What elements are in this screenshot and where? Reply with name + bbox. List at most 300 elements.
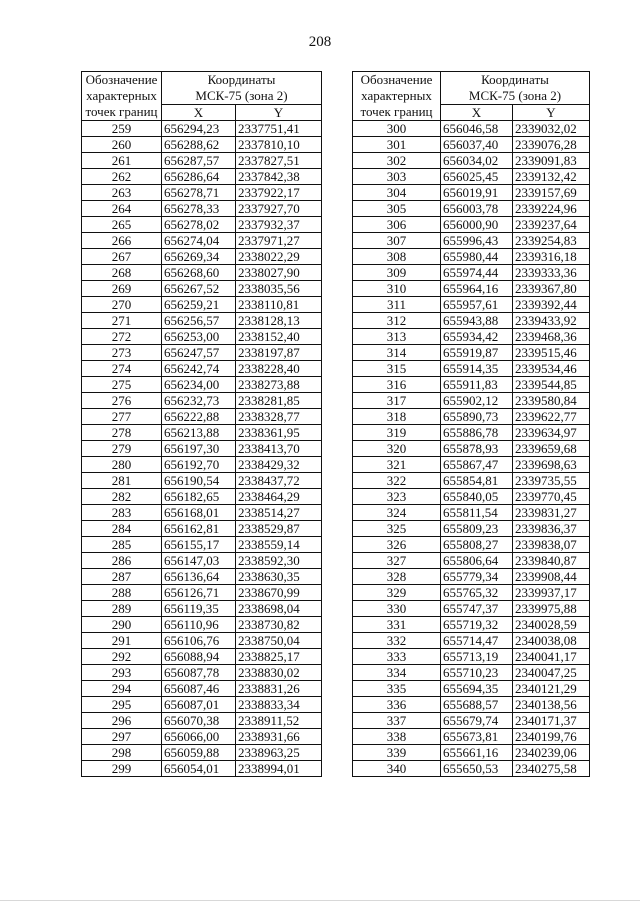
y-coordinate-cell: 2340121,29: [513, 681, 590, 697]
y-coordinate-cell: 2338559,14: [236, 537, 322, 553]
x-coordinate-cell: 655840,05: [441, 489, 513, 505]
table-row: [82, 713, 322, 729]
table-row: [82, 617, 322, 633]
point-number-cell: 338: [353, 729, 441, 745]
point-number-cell: 269: [82, 281, 162, 297]
y-coordinate-cell: 2337827,51: [236, 153, 322, 169]
table-row: [82, 185, 322, 201]
x-coordinate-cell: 655902,12: [441, 393, 513, 409]
table-row: [353, 281, 590, 297]
x-coordinate-cell: 656268,60: [162, 265, 236, 281]
table-row: [82, 761, 322, 777]
table-row: [353, 393, 590, 409]
table-row: [82, 313, 322, 329]
header-points-line-2: характерных: [361, 88, 432, 103]
point-number-cell: 304: [353, 185, 441, 201]
x-coordinate-cell: 656222,88: [162, 409, 236, 425]
x-coordinate-cell: 656046,58: [441, 121, 513, 137]
header-coords-line-1: Координаты: [481, 72, 549, 87]
x-coordinate-cell: 656054,01: [162, 761, 236, 777]
x-coordinate-cell: 656147,03: [162, 553, 236, 569]
y-coordinate-cell: 2339468,36: [513, 329, 590, 345]
x-coordinate-cell: 656126,71: [162, 585, 236, 601]
y-coordinate-cell: 2340138,56: [513, 697, 590, 713]
table-row: [353, 633, 590, 649]
point-number-cell: 334: [353, 665, 441, 681]
x-coordinate-cell: 656269,34: [162, 249, 236, 265]
table-row: [353, 761, 590, 777]
point-number-cell: 313: [353, 329, 441, 345]
point-number-cell: 277: [82, 409, 162, 425]
x-coordinate-cell: 655911,83: [441, 377, 513, 393]
x-coordinate-cell: 655679,74: [441, 713, 513, 729]
table-row: [353, 585, 590, 601]
point-number-cell: 267: [82, 249, 162, 265]
table-row: [353, 425, 590, 441]
x-coordinate-cell: 656278,02: [162, 217, 236, 233]
table-row: [82, 553, 322, 569]
y-coordinate-cell: 2338830,02: [236, 665, 322, 681]
y-coordinate-cell: 2338670,99: [236, 585, 322, 601]
table-row: [82, 345, 322, 361]
x-coordinate-cell: 655867,47: [441, 457, 513, 473]
point-number-cell: 293: [82, 665, 162, 681]
x-coordinate-cell: 655890,73: [441, 409, 513, 425]
y-coordinate-cell: 2338592,30: [236, 553, 322, 569]
header-x: X: [162, 105, 236, 121]
table-row: [82, 585, 322, 601]
x-coordinate-cell: 655747,37: [441, 601, 513, 617]
y-coordinate-cell: 2340171,37: [513, 713, 590, 729]
table-row: [82, 697, 322, 713]
point-number-cell: 325: [353, 521, 441, 537]
point-number-cell: 278: [82, 425, 162, 441]
y-coordinate-cell: 2338833,34: [236, 697, 322, 713]
table-row: [353, 233, 590, 249]
y-coordinate-cell: 2338413,70: [236, 441, 322, 457]
point-number-cell: 297: [82, 729, 162, 745]
header-points-line-3: точек границ: [85, 104, 158, 119]
table-row: [82, 665, 322, 681]
x-coordinate-cell: 656087,01: [162, 697, 236, 713]
y-coordinate-cell: 2339157,69: [513, 185, 590, 201]
header-y: Y: [513, 105, 590, 121]
x-coordinate-cell: 655974,44: [441, 265, 513, 281]
point-number-cell: 294: [82, 681, 162, 697]
x-coordinate-cell: 655713,19: [441, 649, 513, 665]
x-coordinate-cell: 656278,33: [162, 201, 236, 217]
y-coordinate-cell: 2337751,41: [236, 121, 322, 137]
y-coordinate-cell: 2338529,87: [236, 521, 322, 537]
x-coordinate-cell: 655765,32: [441, 585, 513, 601]
x-coordinate-cell: 655719,32: [441, 617, 513, 633]
table-row: [353, 185, 590, 201]
x-coordinate-cell: 655964,16: [441, 281, 513, 297]
x-coordinate-cell: 655806,64: [441, 553, 513, 569]
y-coordinate-cell: 2339840,87: [513, 553, 590, 569]
point-number-cell: 270: [82, 297, 162, 313]
x-coordinate-cell: 656259,21: [162, 297, 236, 313]
x-coordinate-cell: 656168,01: [162, 505, 236, 521]
header-boundary-points: [353, 72, 441, 121]
table-row: [82, 249, 322, 265]
table-row: [353, 457, 590, 473]
table-row: [353, 681, 590, 697]
x-coordinate-cell: 656003,78: [441, 201, 513, 217]
table-row: [82, 681, 322, 697]
header-y: Y: [236, 105, 322, 121]
table-row: [353, 297, 590, 313]
y-coordinate-cell: 2338994,01: [236, 761, 322, 777]
x-coordinate-cell: 656274,04: [162, 233, 236, 249]
point-number-cell: 260: [82, 137, 162, 153]
y-coordinate-cell: 2339937,17: [513, 585, 590, 601]
point-number-cell: 281: [82, 473, 162, 489]
x-coordinate-cell: 656155,17: [162, 537, 236, 553]
point-number-cell: 317: [353, 393, 441, 409]
y-coordinate-cell: 2339032,02: [513, 121, 590, 137]
point-number-cell: 321: [353, 457, 441, 473]
x-coordinate-cell: 656087,78: [162, 665, 236, 681]
y-coordinate-cell: 2338110,81: [236, 297, 322, 313]
table-row: [82, 265, 322, 281]
y-coordinate-cell: 2339838,07: [513, 537, 590, 553]
point-number-cell: 314: [353, 345, 441, 361]
point-number-cell: 261: [82, 153, 162, 169]
y-coordinate-cell: 2339333,36: [513, 265, 590, 281]
y-coordinate-cell: 2338630,35: [236, 569, 322, 585]
x-coordinate-cell: 656213,88: [162, 425, 236, 441]
x-coordinate-cell: 656037,40: [441, 137, 513, 153]
point-number-cell: 337: [353, 713, 441, 729]
x-coordinate-cell: 656287,57: [162, 153, 236, 169]
point-number-cell: 308: [353, 249, 441, 265]
table-row: [353, 713, 590, 729]
x-coordinate-cell: 655943,88: [441, 313, 513, 329]
point-number-cell: 332: [353, 633, 441, 649]
point-number-cell: 331: [353, 617, 441, 633]
x-coordinate-cell: 656059,88: [162, 745, 236, 761]
page-bottom-rule: [0, 900, 640, 901]
y-coordinate-cell: 2338437,72: [236, 473, 322, 489]
table-row: [82, 521, 322, 537]
table-row: [353, 489, 590, 505]
x-coordinate-cell: 655980,44: [441, 249, 513, 265]
point-number-cell: 336: [353, 697, 441, 713]
y-coordinate-cell: 2340038,08: [513, 633, 590, 649]
point-number-cell: 340: [353, 761, 441, 777]
y-coordinate-cell: 2339367,80: [513, 281, 590, 297]
y-coordinate-cell: 2339836,37: [513, 521, 590, 537]
y-coordinate-cell: 2339908,44: [513, 569, 590, 585]
table-row: [353, 473, 590, 489]
point-number-cell: 282: [82, 489, 162, 505]
point-number-cell: 280: [82, 457, 162, 473]
x-coordinate-cell: 655811,54: [441, 505, 513, 521]
table-row: [353, 505, 590, 521]
x-coordinate-cell: 655934,42: [441, 329, 513, 345]
point-number-cell: 265: [82, 217, 162, 233]
x-coordinate-cell: 656070,38: [162, 713, 236, 729]
table-row: [353, 617, 590, 633]
x-coordinate-cell: 656119,35: [162, 601, 236, 617]
y-coordinate-cell: 2338429,32: [236, 457, 322, 473]
point-number-cell: 301: [353, 137, 441, 153]
table-row: [353, 745, 590, 761]
x-coordinate-cell: 656088,94: [162, 649, 236, 665]
point-number-cell: 262: [82, 169, 162, 185]
point-number-cell: 316: [353, 377, 441, 393]
y-coordinate-cell: 2337971,27: [236, 233, 322, 249]
x-coordinate-cell: 655886,78: [441, 425, 513, 441]
point-number-cell: 285: [82, 537, 162, 553]
y-coordinate-cell: 2337842,38: [236, 169, 322, 185]
y-coordinate-cell: 2340041,17: [513, 649, 590, 665]
point-number-cell: 328: [353, 569, 441, 585]
x-coordinate-cell: 655809,23: [441, 521, 513, 537]
point-number-cell: 309: [353, 265, 441, 281]
x-coordinate-cell: 656286,64: [162, 169, 236, 185]
table-row: [353, 153, 590, 169]
point-number-cell: 322: [353, 473, 441, 489]
table-row: [82, 201, 322, 217]
point-number-cell: 273: [82, 345, 162, 361]
y-coordinate-cell: 2339770,45: [513, 489, 590, 505]
y-coordinate-cell: 2340239,06: [513, 745, 590, 761]
y-coordinate-cell: 2339254,83: [513, 233, 590, 249]
table-row: [82, 217, 322, 233]
table-row: [353, 553, 590, 569]
x-coordinate-cell: 656136,64: [162, 569, 236, 585]
y-coordinate-cell: 2339534,46: [513, 361, 590, 377]
y-coordinate-cell: 2339433,92: [513, 313, 590, 329]
x-coordinate-cell: 656019,91: [441, 185, 513, 201]
y-coordinate-cell: 2337927,70: [236, 201, 322, 217]
x-coordinate-cell: 656256,57: [162, 313, 236, 329]
header-x: X: [441, 105, 513, 121]
point-number-cell: 259: [82, 121, 162, 137]
table-row: [353, 729, 590, 745]
table-row: [82, 473, 322, 489]
y-coordinate-cell: 2339515,46: [513, 345, 590, 361]
point-number-cell: 305: [353, 201, 441, 217]
table-row: [353, 169, 590, 185]
table-row: [82, 457, 322, 473]
x-coordinate-cell: 655919,87: [441, 345, 513, 361]
point-number-cell: 324: [353, 505, 441, 521]
y-coordinate-cell: 2340275,58: [513, 761, 590, 777]
y-coordinate-cell: 2338514,27: [236, 505, 322, 521]
table-row: [82, 233, 322, 249]
table-row: [82, 745, 322, 761]
point-number-cell: 315: [353, 361, 441, 377]
point-number-cell: 333: [353, 649, 441, 665]
y-coordinate-cell: 2338825,17: [236, 649, 322, 665]
table-row: [353, 121, 590, 137]
header-points-line-1: Обозначение: [360, 72, 433, 87]
point-number-cell: 266: [82, 233, 162, 249]
y-coordinate-cell: 2339224,96: [513, 201, 590, 217]
table-row: [353, 697, 590, 713]
table-row: [82, 425, 322, 441]
point-number-cell: 310: [353, 281, 441, 297]
y-coordinate-cell: 2339316,18: [513, 249, 590, 265]
header-boundary-points: [82, 72, 162, 121]
y-coordinate-cell: 2338931,66: [236, 729, 322, 745]
table-row: [353, 201, 590, 217]
table-row: [82, 137, 322, 153]
y-coordinate-cell: 2339392,44: [513, 297, 590, 313]
point-number-cell: 276: [82, 393, 162, 409]
point-number-cell: 311: [353, 297, 441, 313]
point-number-cell: 292: [82, 649, 162, 665]
point-number-cell: 299: [82, 761, 162, 777]
point-number-cell: 286: [82, 553, 162, 569]
table-row: [353, 137, 590, 153]
coordinates-table-left: [81, 71, 322, 777]
x-coordinate-cell: 655673,81: [441, 729, 513, 745]
x-coordinate-cell: 656190,54: [162, 473, 236, 489]
table-row: [353, 345, 590, 361]
y-coordinate-cell: 2340047,25: [513, 665, 590, 681]
y-coordinate-cell: 2339735,55: [513, 473, 590, 489]
table-row: [353, 217, 590, 233]
y-coordinate-cell: 2339634,97: [513, 425, 590, 441]
point-number-cell: 284: [82, 521, 162, 537]
table-row: [82, 441, 322, 457]
table-row: [353, 649, 590, 665]
table-row: [353, 521, 590, 537]
table-row: [353, 537, 590, 553]
header-points-line-3: точек границ: [360, 104, 433, 119]
header-points-line-2: характерных: [86, 88, 157, 103]
table-row: [353, 377, 590, 393]
x-coordinate-cell: 656234,00: [162, 377, 236, 393]
y-coordinate-cell: 2337932,37: [236, 217, 322, 233]
table-row: [82, 409, 322, 425]
table-row: [82, 169, 322, 185]
x-coordinate-cell: 656278,71: [162, 185, 236, 201]
point-number-cell: 330: [353, 601, 441, 617]
y-coordinate-cell: 2340028,59: [513, 617, 590, 633]
table-row: [82, 505, 322, 521]
table-row: [82, 601, 322, 617]
y-coordinate-cell: 2338228,40: [236, 361, 322, 377]
point-number-cell: 271: [82, 313, 162, 329]
point-number-cell: 323: [353, 489, 441, 505]
table-row: [82, 537, 322, 553]
x-coordinate-cell: 655957,61: [441, 297, 513, 313]
x-coordinate-cell: 655661,16: [441, 745, 513, 761]
x-coordinate-cell: 656110,96: [162, 617, 236, 633]
y-coordinate-cell: 2338197,87: [236, 345, 322, 361]
y-coordinate-cell: 2337922,17: [236, 185, 322, 201]
x-coordinate-cell: 655650,53: [441, 761, 513, 777]
x-coordinate-cell: 656182,65: [162, 489, 236, 505]
point-number-cell: 283: [82, 505, 162, 521]
x-coordinate-cell: 656232,73: [162, 393, 236, 409]
table-row: [82, 377, 322, 393]
point-number-cell: 289: [82, 601, 162, 617]
y-coordinate-cell: 2339659,68: [513, 441, 590, 457]
y-coordinate-cell: 2338027,90: [236, 265, 322, 281]
x-coordinate-cell: 656267,52: [162, 281, 236, 297]
point-number-cell: 307: [353, 233, 441, 249]
y-coordinate-cell: 2339831,27: [513, 505, 590, 521]
point-number-cell: 291: [82, 633, 162, 649]
x-coordinate-cell: 656025,45: [441, 169, 513, 185]
y-coordinate-cell: 2340199,76: [513, 729, 590, 745]
point-number-cell: 296: [82, 713, 162, 729]
table-row: [353, 409, 590, 425]
y-coordinate-cell: 2338152,40: [236, 329, 322, 345]
x-coordinate-cell: 655996,43: [441, 233, 513, 249]
y-coordinate-cell: 2338281,85: [236, 393, 322, 409]
x-coordinate-cell: 656192,70: [162, 457, 236, 473]
y-coordinate-cell: 2338730,82: [236, 617, 322, 633]
table-row: [82, 633, 322, 649]
table-row: [353, 329, 590, 345]
point-number-cell: 306: [353, 217, 441, 233]
y-coordinate-cell: 2338464,29: [236, 489, 322, 505]
point-number-cell: 274: [82, 361, 162, 377]
y-coordinate-cell: 2339975,88: [513, 601, 590, 617]
table-row: [82, 361, 322, 377]
y-coordinate-cell: 2339237,64: [513, 217, 590, 233]
point-number-cell: 268: [82, 265, 162, 281]
x-coordinate-cell: 656066,00: [162, 729, 236, 745]
x-coordinate-cell: 656197,30: [162, 441, 236, 457]
point-number-cell: 312: [353, 313, 441, 329]
point-number-cell: 272: [82, 329, 162, 345]
y-coordinate-cell: 2338035,56: [236, 281, 322, 297]
x-coordinate-cell: 655694,35: [441, 681, 513, 697]
table-row: [82, 489, 322, 505]
x-coordinate-cell: 656162,81: [162, 521, 236, 537]
point-number-cell: 275: [82, 377, 162, 393]
x-coordinate-cell: 655808,27: [441, 537, 513, 553]
x-coordinate-cell: 655714,47: [441, 633, 513, 649]
point-number-cell: 329: [353, 585, 441, 601]
table-row: [82, 649, 322, 665]
x-coordinate-cell: 655854,81: [441, 473, 513, 489]
x-coordinate-cell: 655779,34: [441, 569, 513, 585]
table-row: [82, 729, 322, 745]
table-row: [353, 265, 590, 281]
table-row: [82, 393, 322, 409]
y-coordinate-cell: 2339622,77: [513, 409, 590, 425]
point-number-cell: 303: [353, 169, 441, 185]
y-coordinate-cell: 2339698,63: [513, 457, 590, 473]
table-row: [353, 601, 590, 617]
header-coordinates: [162, 72, 322, 105]
table-row: [353, 361, 590, 377]
point-number-cell: 287: [82, 569, 162, 585]
table-row: [353, 313, 590, 329]
table-row: [82, 569, 322, 585]
y-coordinate-cell: 2338273,88: [236, 377, 322, 393]
y-coordinate-cell: 2337810,10: [236, 137, 322, 153]
header-coordinates: [441, 72, 590, 105]
point-number-cell: 326: [353, 537, 441, 553]
point-number-cell: 279: [82, 441, 162, 457]
y-coordinate-cell: 2338361,95: [236, 425, 322, 441]
table-row: [353, 249, 590, 265]
point-number-cell: 335: [353, 681, 441, 697]
header-coords-line-2: МСК-75 (зона 2): [468, 88, 562, 103]
point-number-cell: 288: [82, 585, 162, 601]
table-body-left: [82, 121, 322, 777]
